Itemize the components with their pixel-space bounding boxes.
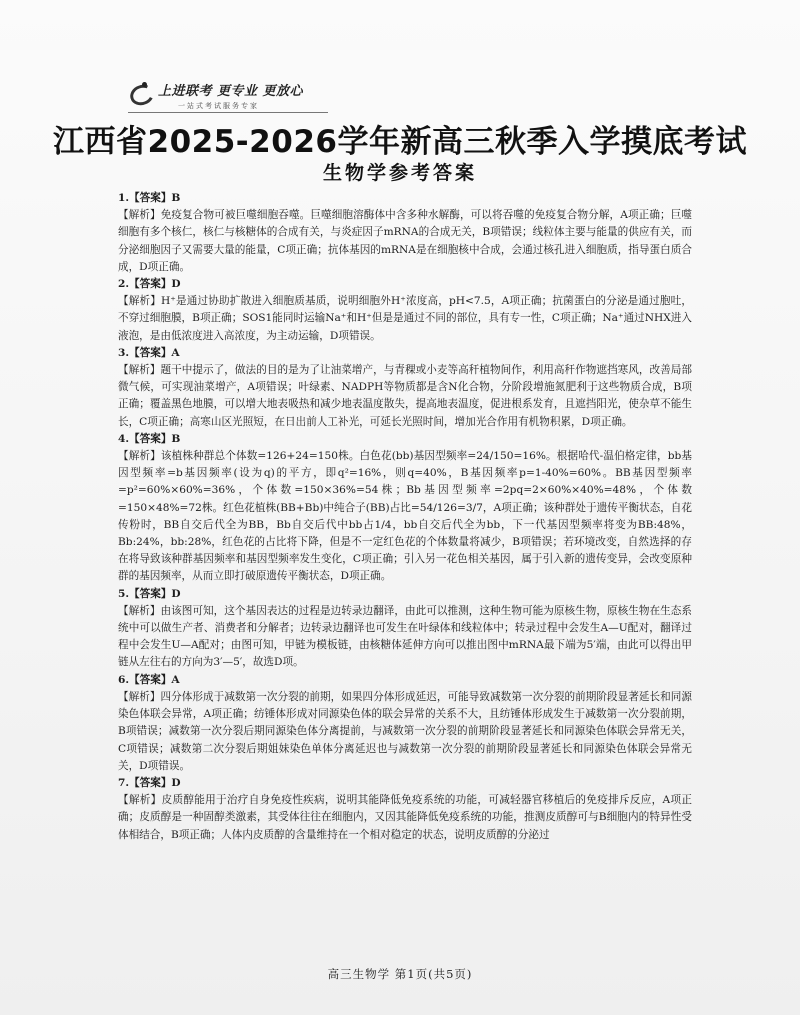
- question-6: [118, 672, 692, 775]
- explanation: 【解析】四分体形成于减数第一次分裂的前期，如果四分体形成延迟，可能导致减数第一次分裂的前期阶段显著延长和同源染色体联会异常，A项正确；纺锤体形成对同源染色体的联会异常的关系不大，且纺锤体形成发生于减数第一次分裂前期，B项错误；减数第一次分裂后期同源染色体分离提前，与减数第一次分裂的前期阶段显著延长和同源染色体联会异常无关，C项错误；减数第二次分裂后期姐妹染色单体分离延迟也与减数第一次分裂的前期阶段显著延长和同源染色体联会异常无关，D项错误。: [118, 690, 692, 772]
- explanation: 【解析】题干中提示了，做法的目的是为了让油菜增产，与青稞或小麦等高秆植物间作，利用高秆作物遮挡寒风，改善局部微气候，可实现油菜增产，A项错误；叶绿素、NADPH等物质都是含N化合物，分阶段增施氮肥利于这些物质合成，B项正确；覆盖黑色地膜，可以增大地表吸热和减少地表温度散失，提高地表温度，促进根系发育，且遮挡阳光，使杂草不能生长，C项正确；高寒山区光照短，在日出前人工补光，可延长光照时间，增加光合作用有机物积累，D项正确。: [118, 364, 692, 428]
- answer-label: 3.【答案】A: [118, 346, 180, 359]
- explanation: 【解析】该植株种群总个体数=126+24=150株。白色花(bb)基因型频率=24/150=16%。根据哈代-温伯格定律，bb基因型频率=b基因频率(设为q)的平方，即q²=16%，则q=40%，B基因频率p=1-40%=60%。BB基因型频率=p²=60%×60%=36%，个体数=150×36%=54株；Bb基因型频率=2pq=2×60%×40%=48%，个体数=150×48%=72株。红色花植株(BB+Bb)中纯合子(BB)占比=54/126=3/7，A项正确；该种群处于遗传平衡状态，自花传粉时，BB自交后代全为BB，Bb自交后代中bb占1/4，bb自交后代全为bb，下一代基因型频率将变为BB:48%，Bb:24%，bb:28%，红色花的占比将下降，但是不一定红色花的个体数量将减少，B项错误；若环境改变，自然选择的存在将导致该种群基因频率和基因型频率发生变化，C项正确；引入另一花色相关基因，属于引入新的遗传变异，会改变原种群的基因频率，从而立即打破原遗传平衡状态，D项正确。: [118, 450, 692, 583]
- brand-slogan: 上进联考 更专业 更放心: [158, 84, 304, 99]
- answer-label: 2.【答案】D: [118, 278, 181, 291]
- answer-label: 6.【答案】A: [118, 673, 180, 686]
- question-2: [118, 276, 692, 345]
- question-3: [118, 345, 692, 431]
- answer-key-title: 生物学参考答案: [322, 162, 477, 184]
- answers-content: [118, 190, 692, 844]
- page-footer: 高三生物学 第1页(共5页): [327, 967, 473, 981]
- exam-title: 江西省2025-2026学年新高三秋季入学摸底考试: [53, 124, 747, 160]
- answer-label: 4.【答案】B: [118, 432, 181, 445]
- answer-label: 5.【答案】D: [118, 587, 181, 600]
- brand-logo: [128, 80, 303, 111]
- explanation: 【解析】皮质醇能用于治疗自身免疫性疾病，说明其能降低免疫系统的功能，可减轻器官移植后的免疫排斥反应，A项正确；皮质醇是一种固醇类激素，其受体往往在细胞内，又因其能降低免疫系统的功能，推测皮质醇可与B细胞内的特异性受体相结合，B项正确；人体内皮质醇的含量维持在一个相对稳定的状态，说明皮质醇的分泌过: [118, 794, 692, 841]
- brand-divider: [128, 112, 328, 113]
- explanation: 【解析】免疫复合物可被巨噬细胞吞噬。巨噬细胞溶酶体中含多种水解酶，可以将吞噬的免疫复合物分解，A项正确；巨噬细胞有多个核仁，核仁与核糖体的合成有关，与炎症因子mRNA的合成无关，B项错误；线粒体主要与能量的供应有关，而分泌细胞因子又需要大量的能量，C项正确；抗体基因的mRNA是在细胞核中合成，会通过核孔进入细胞质，指导蛋白质合成，D项正确。: [118, 209, 692, 273]
- question-5: [118, 586, 692, 672]
- question-7: [118, 775, 692, 844]
- explanation: 【解析】H⁺是通过协助扩散进入细胞质基质，说明细胞外H⁺浓度高，pH<7.5，A项正确；抗菌蛋白的分泌是通过胞吐，不穿过细胞膜，B项正确；SOS1能同时运输Na⁺和H⁺但是是通过不同的部位，具有专一性，C项正确；Na⁺通过NHX进入液泡，是由低浓度进入高浓度，为主动运输，D项错误。: [118, 295, 692, 342]
- brand-swirl-icon: [128, 80, 154, 106]
- answer-label: 7.【答案】D: [118, 776, 181, 789]
- question-4: [118, 431, 692, 586]
- explanation: 【解析】由该图可知，这个基因表达的过程是边转录边翻译，由此可以推测，这种生物可能为原核生物，原核生物在生态系统中可以做生产者、消费者和分解者；边转录边翻译也可发生在叶绿体和线粒体中；转录过程中会发生A—U配对，翻译过程中会发生U—A配对；由图可知，甲链为模板链，由核糖体延伸方向可以推出图中mRNA最下端为5′端，由此可以得出甲链从左往右的方向为3′—5′，故选D项。: [118, 604, 692, 669]
- brand-subtitle: 一站式考试服务专家: [178, 102, 259, 110]
- answer-label: 1.【答案】B: [118, 192, 181, 204]
- question-1: [118, 190, 692, 276]
